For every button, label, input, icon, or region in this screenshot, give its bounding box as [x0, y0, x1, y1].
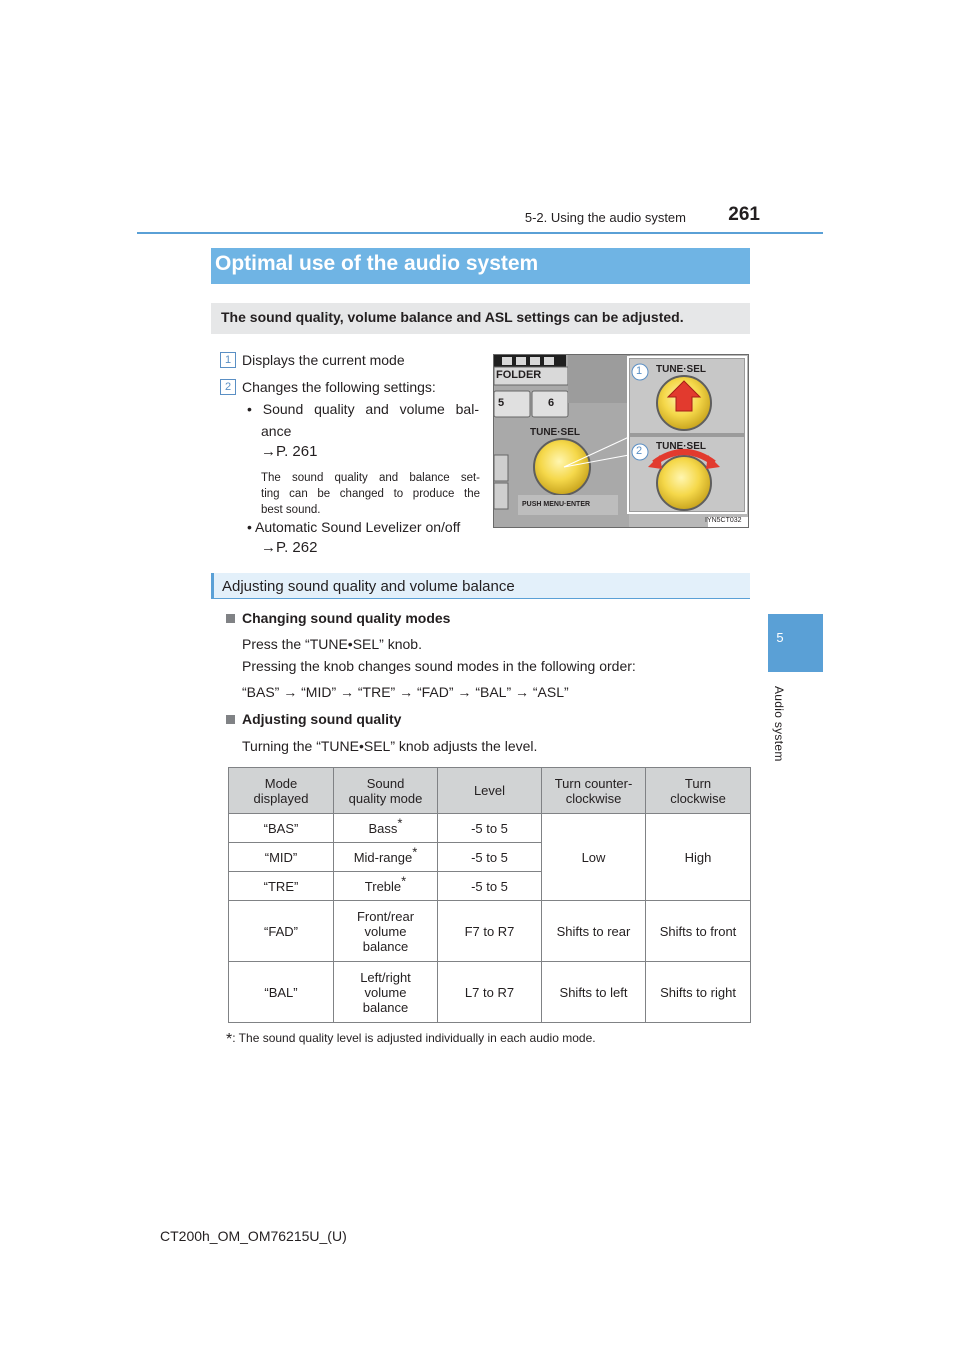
- col-header-cw-l2: clockwise: [670, 790, 726, 806]
- preset-5-label: 5: [498, 397, 505, 409]
- cell-level: -5 to 5: [438, 843, 542, 872]
- header-rule: [137, 232, 823, 234]
- footnote-star: *: [412, 844, 418, 860]
- setting-note-line-1: The sound quality and balance set-: [261, 472, 480, 484]
- cell-level: L7 to R7: [438, 962, 542, 1023]
- col-header-mode-l2: displayed: [253, 790, 309, 806]
- cell-sound-text: Mid-range: [353, 849, 413, 865]
- push-menu-enter-label: PUSH MENU·ENTER: [522, 501, 591, 508]
- header-section-title: 5-2. Using the audio system: [524, 210, 686, 225]
- cell-sound-l3: balance: [362, 938, 409, 954]
- sound-settings-table: [228, 767, 751, 1023]
- cell-sound-l1: Left/right: [360, 969, 411, 985]
- cell-ccw: Shifts to rear: [542, 901, 646, 962]
- cell-level: -5 to 5: [438, 872, 542, 901]
- setting-note-line-2: ting can be changed to produce the: [261, 488, 480, 500]
- cell-sound-text: Bass: [368, 820, 398, 836]
- cell-sound: [334, 962, 438, 1023]
- cell-sound: [334, 814, 438, 843]
- inset-2-label: TUNE·SEL: [656, 441, 706, 452]
- setting-bullet-2: • Automatic Sound Levelizer on/off: [247, 519, 461, 535]
- changing-line-2: Pressing the knob changes sound modes in the following order:: [242, 658, 636, 674]
- illustration-code: IYN5CT032: [705, 517, 742, 524]
- cell-ccw-low: Low: [542, 814, 646, 901]
- footnote-star: *: [397, 815, 403, 831]
- col-header-sound: [334, 768, 438, 814]
- page-title: Optimal use of the audio system: [215, 252, 539, 275]
- audio-panel-illustration: [493, 354, 749, 528]
- callout-text-1: Displays the current mode: [242, 352, 405, 368]
- preset-6-label: 6: [548, 397, 555, 409]
- callout-badge-2: 2: [220, 379, 236, 395]
- document-code: CT200h_OM_OM76215U_(U): [160, 1228, 347, 1244]
- adjusting-line-1: Turning the “TUNE•SEL” knob adjusts the level.: [242, 738, 538, 754]
- callout-badge-1: 1: [220, 352, 236, 368]
- adjusting-heading: Adjusting sound quality: [242, 711, 402, 727]
- cell-cw-high: High: [646, 814, 751, 901]
- cell-sound: [334, 901, 438, 962]
- tune-sel-label: TUNE·SEL: [530, 427, 580, 438]
- cell-mode: “MID”: [229, 843, 334, 872]
- table-row: [229, 962, 751, 1023]
- footnote-text: : The sound quality level is adjusted individually in each audio mode.: [232, 1031, 596, 1045]
- col-header-mode-l1: Mode: [264, 775, 298, 791]
- folder-button-label: FOLDER: [496, 369, 542, 381]
- callout-text-2: Changes the following settings:: [242, 379, 436, 395]
- col-header-level: Level: [438, 768, 542, 814]
- cell-sound-l2: volume: [364, 923, 407, 939]
- setting-bullet-1-ref: →P. 261: [261, 443, 318, 460]
- col-header-cw-l1: Turn: [684, 775, 712, 791]
- cell-level: F7 to R7: [438, 901, 542, 962]
- cell-mode: “TRE”: [229, 872, 334, 901]
- cell-mode: “BAL”: [229, 962, 334, 1023]
- table-footnote: [226, 1031, 596, 1049]
- cell-mode: “FAD”: [229, 901, 334, 962]
- inset-badge-1: 1: [636, 365, 643, 377]
- footnote-star: *: [401, 873, 407, 889]
- footnote-star: *: [226, 1031, 233, 1048]
- col-header-mode: [229, 768, 334, 814]
- subsection-title: Adjusting sound quality and volume balance: [222, 578, 515, 595]
- table-row: [229, 814, 751, 843]
- cell-cw: Shifts to right: [646, 962, 751, 1023]
- changing-order: “BAS” → “MID” → “TRE” → “FAD” → “BAL” → “ASL”: [242, 684, 569, 700]
- cell-sound: [334, 843, 438, 872]
- cell-ccw: Shifts to left: [542, 962, 646, 1023]
- setting-bullet-1-cont: ance: [261, 423, 292, 439]
- col-header-ccw-l1: Turn counter-: [554, 775, 633, 791]
- page-number: 261: [728, 204, 760, 225]
- col-header-ccw: [542, 768, 646, 814]
- cell-sound-l1: Front/rear: [356, 908, 415, 924]
- cell-sound: [334, 872, 438, 901]
- square-bullet-icon: [226, 715, 235, 724]
- inset-1-label: TUNE·SEL: [656, 364, 706, 375]
- cell-sound-text: Treble: [364, 878, 402, 894]
- setting-note-line-3: best sound.: [261, 504, 321, 516]
- setting-bullet-1: • Sound quality and volume bal-: [247, 401, 479, 417]
- cell-sound-l3: balance: [362, 999, 409, 1015]
- chapter-tab-label: Audio system: [772, 686, 786, 762]
- square-bullet-icon: [226, 614, 235, 623]
- changing-heading: Changing sound quality modes: [242, 610, 451, 626]
- col-header-ccw-l2: clockwise: [565, 790, 622, 806]
- table-row: [229, 901, 751, 962]
- chapter-tab-number: 5: [776, 630, 784, 645]
- col-header-sound-l2: quality mode: [348, 790, 423, 806]
- cell-cw: Shifts to front: [646, 901, 751, 962]
- cell-level: -5 to 5: [438, 814, 542, 843]
- intro-text: The sound quality, volume balance and ASL settings can be adjusted.: [221, 309, 684, 325]
- cell-sound-l2: volume: [364, 984, 407, 1000]
- setting-bullet-2-ref: →P. 262: [261, 539, 318, 556]
- col-header-sound-l1: Sound: [366, 775, 405, 791]
- cell-mode: “BAS”: [229, 814, 334, 843]
- changing-line-1: Press the “TUNE•SEL” knob.: [242, 636, 422, 652]
- inset-badge-2: 2: [636, 445, 643, 457]
- col-header-cw: [646, 768, 751, 814]
